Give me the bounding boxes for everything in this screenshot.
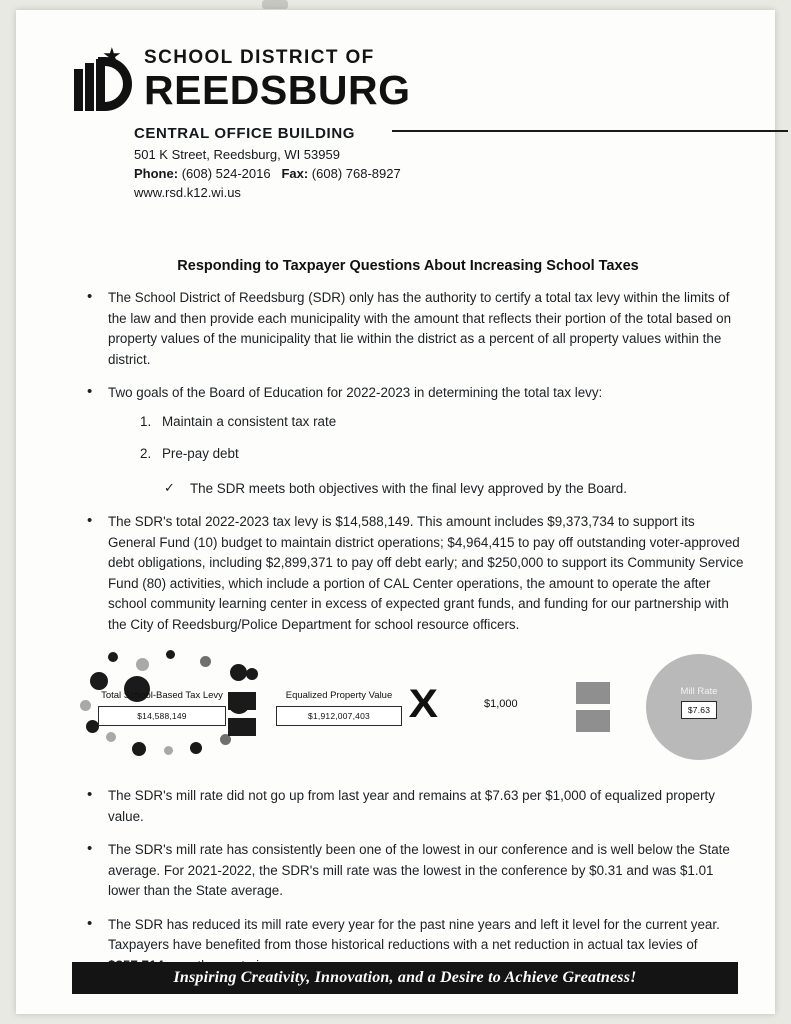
mill-rate-label: Mill Rate <box>680 686 718 697</box>
check-statement <box>164 479 744 500</box>
logo-text <box>144 48 410 113</box>
star-icon: ★ <box>102 43 122 68</box>
equals-bar-lower <box>576 710 610 732</box>
multiply-icon: X <box>408 682 439 726</box>
list-item: • The SDR's mill rate did not go up from last year and remains at $7.63 per $1,000 of equalized property value. <box>80 786 744 827</box>
list-item: • The SDR's total 2022-2023 tax levy is $14,588,149. This amount includes $9,373,734 to support its General Fund (10) budget to maintain district operations; $4,964,415 to pay off outstanding voter-approved debt obligations, including $2,899,371 to pay off debt early; and $250,000 to support its Community Service Fund (80) activities, which include a portion of CAL Center operations, the amount to operate the after school community learning center in excess of expected grant funds, and funding for our partnership with the City of Reedsburg/Police Department for school resource officers. <box>80 512 744 635</box>
district-line: SCHOOL DISTRICT OF <box>144 47 375 68</box>
logo-row <box>72 43 732 113</box>
main-content-lower <box>80 786 744 989</box>
equalized-value: $1,912,007,403 <box>276 706 402 726</box>
page-title: Responding to Taxpayer Questions About Increasing School Taxes <box>177 258 639 274</box>
fax-number: (608) 768-8927 <box>311 166 401 181</box>
phone-fax-line <box>134 164 732 183</box>
phone-label: Phone: <box>134 166 179 181</box>
header-rule <box>392 130 788 132</box>
goals-list <box>108 412 744 465</box>
reedsburg-logo-icon <box>72 43 134 113</box>
street-address: 501 K Street, Reedsburg, WI 53959 <box>134 147 340 162</box>
equalized-term <box>276 690 402 726</box>
goals-intro: Two goals of the Board of Education for 2022-2023 in determining the total tax levy: <box>108 385 603 400</box>
mill-rate-circle <box>646 654 752 760</box>
mill-rate-value: $7.63 <box>681 701 717 719</box>
list-item: • The School District of Reedsburg (SDR) only has the authority to certify a total tax levy within the limits of the law and then provide each municipality with the amount that reflects their portion of the total based on property values of the municipality that lie within the district as a percent of all property values within the district. <box>80 288 744 370</box>
address-block <box>134 125 732 202</box>
letterhead <box>72 43 732 202</box>
levy-term <box>98 690 226 726</box>
bullet-list-bottom <box>80 786 744 976</box>
levy-label: Total School-Based Tax Levy <box>101 690 223 701</box>
mill-rate-formula-graphic <box>80 650 752 770</box>
office-name: CENTRAL OFFICE BUILDING <box>134 125 356 142</box>
list-item: • The SDR's mill rate has consistently been one of the lowest in our conference and is well below the State average. For 2021-2022, the SDR's mill rate was the lowest in the conference by $0.31 and was $1.01 lower than the State average. <box>80 840 744 902</box>
check-icon: ✓ <box>164 479 175 495</box>
check-statement-text: The SDR meets both objectives with the final levy approved by the Board. <box>190 480 627 496</box>
scan-artifact <box>262 0 288 9</box>
phone-number: (608) 524-2016 <box>181 166 271 181</box>
list-item: Pre-pay debt <box>162 446 239 461</box>
equals-bar-upper <box>576 682 610 704</box>
fax-label: Fax: <box>281 166 309 181</box>
list-item <box>80 383 744 499</box>
thousand-multiplier: $1,000 <box>484 698 518 710</box>
district-name: REEDSBURG <box>144 67 411 113</box>
levy-value: $14,588,149 <box>98 706 226 726</box>
divider-block-lower <box>228 718 256 736</box>
main-content <box>80 288 744 648</box>
list-item: Maintain a consistent tax rate <box>162 413 337 429</box>
reduction-text-a: The SDR has reduced its mill rate every year for the past nine years and left it level for the current year. Taxpayers have benefited from those historical reductions with a net reduction in actual tax levies of <box>108 916 720 952</box>
footer-banner <box>72 962 738 994</box>
footer-tagline: Inspiring Creativity, Innovation, and a Desire to Achieve Greatness! <box>173 969 637 986</box>
bullet-list-top <box>80 288 744 635</box>
paper-sheet <box>16 10 775 1014</box>
website[interactable]: www.rsd.k12.wi.us <box>134 185 241 200</box>
equalized-label: Equalized Property Value <box>285 690 393 701</box>
divider-block-upper <box>228 692 256 710</box>
